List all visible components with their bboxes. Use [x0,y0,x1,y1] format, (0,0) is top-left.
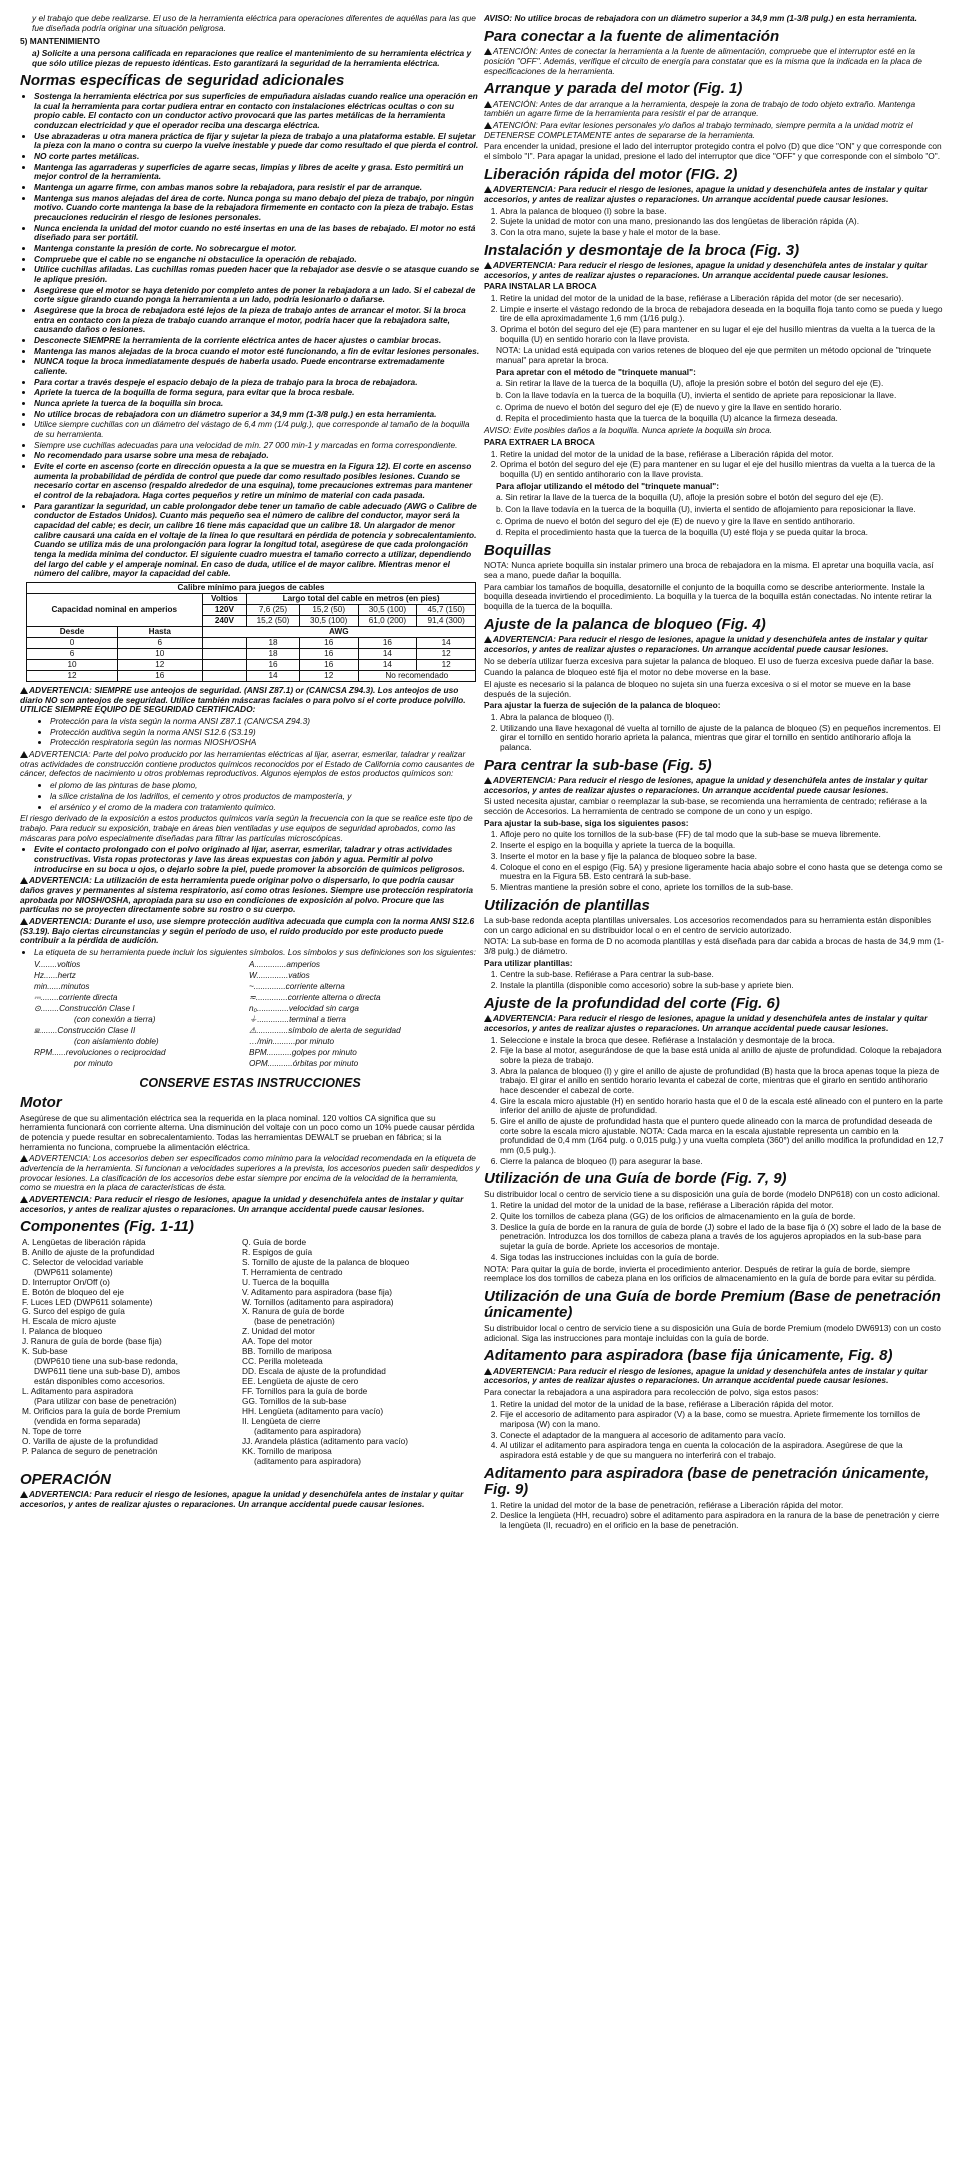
warning-palanca: ADVERTENCIA: Para reducir el riesgo de lesiones, apague la unidad y desenchúfela antes de instalar y quitar accesorios, y antes de realizar ajustes o reparaciones. Un arranque accidental puede causar lesiones. [484,634,928,654]
aspiradora-fija-text: Para conectar la rebajadora a una aspiradora para recolección de polvo, siga estos pasos: [484,1387,819,1398]
conectar-text: ATENCIÓN: Antes de conectar la herramienta a la fuente de alimentación, compruebe que el interruptor esté en la posición "OFF". Además, verifique el circuito de energía para constatar que es la misma que la indicada en la placa de especificaciones de la herramienta. [484,46,922,76]
warning-icon [20,1155,28,1162]
list-item: I. Palanca de bloqueo [22,1326,103,1337]
risk-paragraph: El riesgo derivado de la exposición a estos productos químicos varía según la frecuencia con la que se realice este tipo de trabajo. Para reducir su exposición, trabaje en áreas bien ventiladas y use equipos de seguridad aprobados, como las máscaras para polvo especialmente diseñadas para filtrar las partículas microscópicas. [20,813,473,843]
profundidad-steps [484,1036,944,1167]
table-cell: 15,2 (50) [299,605,358,616]
warning-icon [20,918,28,925]
extraer-steps [484,450,944,480]
list-item: • La etiqueta de su herramienta puede incluir los siguientes símbolos. Los símbolos y sus definiciones son los siguientes: [34,948,480,958]
list-item: • Utilice cuchillas afiladas. Las cuchillas romas pueden hacer que la rebajador ase desvíe o se atasque cuando se le aplique presión. [34,265,480,284]
symbol-row: ⏚..............terminal a tierra [249,1014,346,1024]
list-item: 5. Gire el anillo de ajuste de profundidad hasta que el puntero quede alineado con la marca de profundidad deseada de corte sobre la escala micro ajustable. NOTA: Cada marca en la escala ajustable representa un cambio en la profundidad de 0,4 mm (1/64 pulg. o 0,015 pulg.) y una vuelta completa (360°) del anillo modifica la profundidad en 12,7 mm (0,5 pulg.). [500,1117,944,1156]
boquillas-text-1: NOTA: Nunca apriete boquilla sin instalar primero una broca de rebajadora en la misma. El apretar una boquilla vacía, así sea a mano, puede dañar la boquilla. [484,560,934,581]
list-item: a. Sin retirar la llave de la tuerca de la boquilla (U), afloje la presión sobre el botón del seguro del eje (E). [496,378,884,389]
section-normas-title: Normas específicas de seguridad adicionales [20,72,345,90]
list-item: G. Surco del espigo de guía [22,1306,125,1317]
operation-title: OPERACIÓN [20,1470,111,1488]
table-cell: 10 [118,649,203,660]
centrar-steps [484,830,944,892]
list-item: a. Sin retirar la llave de la tuerca de la boquilla (U), afloje la presión sobre el botón del seguro del eje (E). [496,492,884,503]
warning-icon [484,48,492,55]
list-item: U. Tuerca de la boquilla [242,1276,330,1287]
trinquete-heading: Para apretar con el método de "trinquete manual": [496,366,696,377]
symbol-row: ⚠..............símbolo de alerta de seguridad [249,1025,401,1035]
list-item: 6. Cierre la palanca de bloqueo (I) para asegurar la base. [500,1157,944,1167]
list-item: (vendida en forma separada) [34,1415,141,1426]
list-item: M. Orificios para la guía de borde Premium [22,1406,181,1416]
table-header-to: Hasta [118,627,203,638]
list-item: KK. Tornillo de mariposa [242,1445,332,1456]
table-header-volts: Voltios [202,594,247,605]
table-cell: 16 [299,638,358,649]
table-row [27,660,476,671]
arranque-atencion-2: ATENCIÓN: Para evitar lesiones personales y/o daños al trabajo terminado, siempre permita a la unidad motriz el DETENERSE COMPLETAMENTE antes de separarse de la herramienta. [484,120,913,140]
aspiradora-penetracion-steps [484,1501,944,1531]
warning-icon [484,101,492,108]
table-cell: 45,7 (150) [417,605,476,616]
warning-icon [484,186,492,193]
symbol-row: (con aislamiento doble) [74,1036,159,1046]
list-item: 1. Retire la unidad del motor de la unidad de la base, refiérase a Liberación rápida del motor. [500,1201,944,1211]
centrar-heading: Para ajustar la sub-base, siga los siguientes pasos: [484,817,689,828]
list-item: 2. Fije el accesorio de aditamento para aspirador (V) a la base, como se muestra. Apriete firmemente los tornillos de mariposa (W) con la mano. [500,1410,944,1429]
list-item: 3. Inserte el motor en la base y fije la palanca de bloqueo sobre la base. [500,852,944,862]
list-item: R. Espigos de guía [242,1246,313,1257]
list-item: c. Oprima de nuevo el botón del seguro del eje (E) de nuevo y gire la llave en sentido horario. [496,401,842,412]
list-item: S. Tornillo de ajuste de la palanca de bloqueo [242,1256,410,1267]
list-item: • Siempre use cuchillas adecuadas para una velocidad de mín. 27 000 min-1 y marcadas en forma correspondiente. [34,441,480,451]
list-item: • Evite el corte en ascenso (corte en dirección opuesta a la que se muestra en la Figura 12). El corte en ascenso aumenta la probabilidad de pérdida de control que puede dar como resultado posibles lesiones. Cuando se necesario cortar en ascenso (respaldo alrededor de una esquina), tome precauciones extremas para mantener el control de la rebajadora. Haga cortes pequeños y retire un mínimo de material con cada pasada. [34,462,480,501]
plantillas-nota: NOTA: La sub-base en forma de D no acomoda plantillas y está diseñada para dar cabida a brocas de hasta de 34,9 mm (1-3/8 pulg.) de diámetro. [484,936,944,957]
list-item: • Mantenga las agarraderas y superficies de agarre secas, limpias y libres de aceite y grasa. Esto permitirá un mejor control de la herramienta. [34,163,480,182]
list-item: • Mantenga un agarre firme, con ambas manos sobre la rebajadora, para resistir el par de arranque. [34,183,480,193]
warning-operation: ADVERTENCIA: Para reducir el riesgo de lesiones, apague la unidad y desenchúfela antes de instalar y quitar accesorios, y antes de realizar ajustes o reparaciones. Un arranque accidental puede causar lesiones. [20,1489,464,1509]
list-item: • Mantenga las manos alejadas de la broca cuando el motor esté funcionando, a fin de evitar lesiones personales. [34,347,480,357]
list-item: FF. Tornillos para la guía de borde [242,1386,368,1397]
table-cell: 30,5 (100) [299,616,358,627]
warning-accesorios: ADVERTENCIA: Los accesorios deben ser especificados como mínimo para la velocidad recomendada en la etiqueta de advertencia de la herramienta. Si funcionan a velocidades superiores a la prevista, los accesorios pueden salir despedidos y provocar lesiones. La clasificación de los accesorios debe estar siempre por encima de la velocidad de la herramienta, como se muestra en la placa de características de ésta. [20,1153,480,1193]
table-cell: 16 [358,638,417,649]
liberacion-title: Liberación rápida del motor (FIG. 2) [484,165,738,183]
instalacion-title: Instalación y desmontaje de la broca (Fig. 3) [484,241,800,259]
guia-title: Utilización de una Guía de borde (Fig. 7, 9) [484,1170,787,1188]
table-cell: 14 [247,671,300,682]
list-item: • Asegúrese que la broca de rebajadora esté lejos de la pieza de trabajo antes de arrancar el motor. Si la broca entra en contacto con la pieza de trabajo cuando arranque el motor, podría hacer que la rebajadora salte, causando daños o lesiones. [34,306,480,335]
list-item: • No recomendado para usarse sobre una mesa de rebajado. [34,451,480,461]
warning-icon [20,877,28,884]
list-item: 1. Retire la unidad del motor de la unidad de la base, refiérase a Liberación rápida del motor (de ser necesario). [500,294,944,304]
warning-icon [484,122,492,129]
warning-icon [484,777,492,784]
ajuste-palanca-steps [484,713,944,753]
intro-tail: y el trabajo que debe realizarse. El uso de la herramienta eléctrica para operaciones diferentes de aquéllas para las que fue diseñada podría originar una situación peligrosa. [32,13,476,33]
table-cell: 12 [417,649,476,660]
table-cell: 15,2 (50) [247,616,300,627]
components-right [242,1238,462,1467]
instalar-steps [484,294,944,344]
table-cell: 12 [417,660,476,671]
list-item: (base de penetración) [254,1316,335,1327]
warning-auditiva: ADVERTENCIA: Durante el uso, use siempre protección auditiva adecuada que cumpla con la norma ANSI S12.6 (S3.19). Bajo ciertas circunstancias y según el período de uso, el ruido producido por este producto puede contribuir a la pérdida de audición. [20,915,475,946]
list-item: • Apriete la tuerca de la boquilla de forma segura, para evitar que la broca resbale. [34,388,480,398]
symbol-row: min......minutos [34,981,90,991]
list-item: GG. Tornillos de la sub-base [242,1396,347,1407]
list-item: 2. Utilizando una llave hexagonal dé vuelta al tornillo de ajuste de la palanca de bloqueo (S) en pequeños incrementos. El girar el tornillo en sentido horario aprieta la palanca, mientras que girar el tornillo en sentido antihorario afloja la palanca. [500,724,944,753]
list-item: W. Tornillos (aditamento para aspiradora) [242,1296,394,1307]
symbol-row: (con conexión a tierra) [74,1014,156,1024]
maintenance-a: a) Solicite a una persona calificada en reparaciones que realice el mantenimiento de su herramienta eléctrica y que sólo utilice piezas de repuesto idénticas. Esto garantizará la seguridad de la herramienta eléctrica. [32,48,472,68]
plantillas-steps [484,970,944,990]
aflojar-heading: Para aflojar utilizando el método del "trinquete manual": [496,480,720,491]
list-item: 2. Sujete la unidad de motor con una mano, presionando las dos lengüetas de liberación rápida (A). [500,217,944,227]
list-item: b. Con la llave todavía en la tuerca de la boquilla (U), invierta el sentido de aflojamiento para reposicionar la llave. [496,503,916,514]
list-item: • Nunca apriete la tuerca de la boquilla sin broca. [34,399,480,409]
list-item: d. Repita el procedimiento hasta que la tuerca de la boquilla (U) esté floja y se pueda quitar la broca. [496,527,868,538]
symbol-row: ⧈........Construcción Clase II [34,1025,136,1035]
table-cell: 14 [358,660,417,671]
symbol-row: BPM...........golpes por minuto [249,1047,357,1057]
arranque-atencion-1: ATENCIÓN: Antes de dar arranque a la herramienta, despeje la zona de trabajo de todo objeto extraño. Mantenga también un agarre firme de la herramienta para resistir el par de arranque. [484,98,916,119]
plantillas-heading: Para utilizar plantillas: [484,957,573,968]
list-item: DWP611 tiene una sub-base D), ambos [34,1366,181,1377]
instalar-heading: PARA INSTALAR LA BROCA [484,281,597,292]
warning-motor: ADVERTENCIA: Para reducir el riesgo de lesiones, apague la unidad y desenchúfela antes de instalar y quitar accesorios, y antes de realizar ajustes o reparaciones. Un arranque accidental puede causar lesiones. [20,1193,464,1214]
list-item: AA. Tope del motor [242,1336,313,1347]
ajuste-palanca-title: Ajuste de la palanca de bloqueo (Fig. 4) [484,615,766,633]
symbol-row: V........voltios [34,959,81,969]
list-item: 4. Gire la escala micro ajustable (H) en sentido horario hasta que el 0 de la escala esté alineado con el puntero en la parte inferior del anillo de ajuste de profundidad. [500,1097,944,1116]
chemicals-list [20,781,480,812]
right-column [484,14,944,1533]
table-cell: 7,6 (25) [247,605,300,616]
list-item: B. Anillo de ajuste de la profundidad [22,1246,155,1257]
warning-polvo: ADVERTENCIA: Parte del polvo producido por las herramientas eléctricas al lijar, aserrar, esmerilar, taladrar y realizar otras actividades de construcción contiene productos químicos reconocidos por el Estado de California como causantes de cáncer, defectos de nacimiento u otros problemas reproductivos. Algunos ejemplos de estos productos químicos son: [20,749,475,779]
list-item: • el plomo de las pinturas de base plomo, [50,781,480,791]
table-cell: 12 [299,671,358,682]
list-item: 3. Con la otra mano, sujete la base y hale el motor de la base. [500,228,944,238]
list-item: 4. Coloque el cono en el espigo (Fig. 5A) y presione ligeramente hacia abajo sobre el cono hasta que se detenga como se muestra en la Figura 5B. Esto centrará la sub-base. [500,863,944,882]
list-item: 2. Limpie e inserte el vástago redondo de la broca de rebajadora deseada en la boquilla floja tanto como se pueda y luego tire de ella aproximadamente 1,6 mm (1/16 pulg.). [500,305,944,324]
aspiradora-fija-title: Aditamento para aspiradora (base fija únicamente, Fig. 8) [484,1347,893,1365]
list-item: están disponibles como accesorios. [34,1376,165,1387]
guia-steps [484,1201,944,1262]
warning-profundidad: ADVERTENCIA: Para reducir el riesgo de lesiones, apague la unidad y desenchúfela antes de instalar y quitar accesorios, y antes de realizar ajustes o reparaciones. Un arranque accidental puede causar lesiones. [484,1013,928,1033]
list-item: • Asegúrese que el motor se haya detenido por completo antes de poner la rebajadora a un lado. Si el cabezal de corte sigue girando cuando ponga la herramienta a un lado, podría lesionarlo o dañarse. [34,286,480,305]
liberacion-steps [484,207,944,238]
list-item: JJ. Arandela plástica (aditamento para vacío) [242,1435,409,1446]
list-item: Q. Guía de borde [242,1236,307,1247]
table-row [27,638,476,649]
list-item: • Protección auditiva según la norma ANSI S12.6 (S3.19) [50,728,480,738]
list-item: • No utilice brocas de rebajadora con un diámetro superior a 34,9 mm (1-3/8 pulg.) en esta herramienta. [34,410,480,420]
warning-icon [20,751,28,758]
list-item: • Desconecte SIEMPRE la herramienta de la corriente eléctrica antes de hacer ajustes o cambiar brocas. [34,336,480,346]
list-item: DD. Escala de ajuste de la profundidad [242,1366,386,1377]
symbol-row: n₀..............velocidad sin carga [249,1003,359,1013]
list-item: F. Luces LED (DWP611 solamente) [22,1296,153,1307]
list-item: 3. Deslice la guía de borde en la ranura de guía de borde (J) sobre el lado de la base fija ó (X) sobre el lado de la base de penetración. Introduzca los dos tornillos de cabeza plana a través de los agujeros apropiados en la sub-base para sujetar la guía de borde. Apriete los accesorios de montaje. [500,1223,944,1252]
symbol-row: OPM...........órbitas por minuto [249,1058,359,1068]
conserve-heading: CONSERVE ESTAS INSTRUCCIONES [139,1075,361,1090]
table-row [27,649,476,660]
list-item: 4. Siga todas las instrucciones incluidas con la guía de borde. [500,1253,944,1263]
symbol-row: Hz......hertz [34,970,76,980]
list-item: 1. Centre la sub-base. Refiérase a Para centrar la sub-base. [500,970,944,980]
boquillas-text-2: Para cambiar los tamaños de boquilla, desatornille el conjunto de la boquilla como se describe anteriormente. Instale la boquilla deseada invirtiendo el procedimiento. La boquilla y la tuerca de la boquilla están conectadas. No intente retirar la boquilla de la tuerca de la boquilla. [484,581,932,612]
list-item: D. Interruptor On/Off (o) [22,1276,110,1287]
list-item: 1. Retire la unidad del motor de la unidad de la base, refiérase a Liberación rápida del motor. [500,1400,944,1410]
list-item: • el arsénico y el cromo de la madera con tratamiento químico. [50,803,480,813]
symbol-row: ≂..............corriente alterna o directa [249,992,381,1002]
list-item: • Evite el contacto prolongado con el polvo originado al lijar, aserrar, esmerilar, taladrar y otras actividades constructivas. Vista ropas protectoras y lave las áreas expuestas con jabón y agua. Permitir al polvo introducirse en su boca u ojos, o dejarlo sobre la piel, puede promover la absorción de químicos peligrosos. [34,845,480,874]
list-item: • Compruebe que el cable no se enganche ni obstaculice la operación de rebajado. [34,255,480,265]
extraer-heading: PARA EXTRAER LA BROCA [484,436,595,447]
table-cell: 12 [27,671,118,682]
list-item: b. Con la llave todavía en la tuerca de la boquilla (U), invierta el sentido de apriete para reposicionar la llave. [496,390,897,401]
motor-title: Motor [20,1094,62,1112]
list-item: HH. Lengüeta (aditamento para vacío) [242,1406,384,1416]
centrar-text: Si usted necesita ajustar, cambiar o reemplazar la sub-base, se recomienda una herramienta de centrado; refiérase a la sección de Accesorios. La herramienta de centrado se compone de un cono y un espigo. [484,796,927,817]
list-item: N. Tope de torre [22,1425,82,1436]
warning-instalacion: ADVERTENCIA: Para reducir el riesgo de lesiones, apague la unidad y desenchúfela antes de instalar y quitar accesorios, y antes de realizar ajustes o reparaciones. Un arranque accidental puede causar lesiones. [484,260,928,280]
list-item: c. Oprima de nuevo el botón del seguro del eje (E) de nuevo y gire la llave en sentido antihorario. [496,515,855,526]
guia-text: Su distribuidor local o centro de servicio tiene a su disposición una guía de borde (modelo DNP618) con un costo adicional. [484,1188,940,1199]
table-cell: 91,4 (300) [417,616,476,627]
list-item: • Sostenga la herramienta eléctrica por sus superficies de empuñadura aisladas cuando realice una operación en la cual la herramienta para cortar pudiera entrar en contacto con instalaciones eléctricas ocultas o con su propio cable. El contacto con un conductor activo provocará que las partes metálicas de la herramienta conduzcan electricidad y que el operador reciba una descarga eléctrica. [34,92,480,131]
table-volt-120: 120V [202,605,247,616]
centrar-title: Para centrar la sub-base (Fig. 5) [484,756,712,774]
conectar-title: Para conectar a la fuente de alimentación [484,27,780,45]
list-item: 2. Quite los tornillos de cabeza plana (GG) de los orificios de almacenamiento en la guía de borde. [500,1212,944,1222]
protection-list [20,717,480,748]
premium-title: Utilización de una Guía de borde Premium (Base de penetración únicamente) [484,1287,941,1322]
table-cell: 18 [247,638,300,649]
symbol-row: …/min..........por minuto [249,1036,335,1046]
list-item: H. Escala de micro ajuste [22,1316,117,1327]
list-item: T. Herramienta de centrado [242,1266,343,1277]
list-item: CC. Perilla moleteada [242,1356,323,1367]
table-cell: 14 [417,638,476,649]
list-item: 1. Retire la unidad del motor de la unidad de la base, refiérase a Liberación rápida del motor. [500,450,944,460]
list-item: K. Sub-base [22,1346,68,1357]
list-item: V. Aditamento para aspiradora (base fija) [242,1286,393,1297]
arranque-title: Arranque y parada del motor (Fig. 1) [484,80,743,98]
aviso-brocas: AVISO: No utilice brocas de rebajadora con un diámetro superior a 34,9 mm (1-3/8 pulg.) en esta herramienta. [484,13,917,23]
label-list [20,948,480,958]
warning-icon [484,1015,492,1022]
contact-list [20,845,480,874]
list-item: BB. Tornillo de mariposa [242,1346,332,1357]
list-item: 1. Afloje pero no quite los tornillos de la sub-base (FF) de tal modo que la sub-base se mueva libremente. [500,830,944,840]
warning-icon [484,262,492,269]
table-header-length: Largo total del cable en metros (en pies) [247,594,476,605]
list-item: A. Lengüetas de liberación rápida [22,1236,146,1247]
components-title: Componentes (Fig. 1-11) [20,1218,194,1236]
list-item: P. Palanca de seguro de penetración [22,1445,158,1456]
table-header-capacity: Capacidad nominal en amperios [27,594,203,627]
components-grid [22,1238,480,1467]
warning-anteojos: ADVERTENCIA: SIEMPRE use anteojos de seguridad. (ANSI Z87.1) or (CAN/CSA Z94.3). Los anteojos de uso diario NO son anteojos de seguridad. Utilice también máscaras faciales o para polvo si el corte produce polvillo. UTILICE SIEMPRE EQUIPO DE SEGURIDAD CERTIFICADO: [20,685,466,715]
list-item: (aditamento para aspiradora) [254,1425,361,1436]
table-cell: 16 [118,671,203,682]
list-item: J. Ranura de guía de borde (base fija) [22,1336,162,1347]
list-item: 2. Fije la base al motor, asegurándose de que la base está unida al anillo de ajuste de profundidad. Coloque la rebajadora sobre la pieza de trabajo. [500,1046,944,1065]
table-cell: 18 [247,649,300,660]
symbols-grid [34,960,480,1070]
symbol-row: W..............vatios [249,970,310,980]
list-item: (aditamento para aspiradora) [254,1455,361,1466]
instalar-nota: NOTA: La unidad está equipada con varios retenes de bloqueo del eje que permiten un método opcional de "trinquete manual" para apretar la broca. [496,345,932,366]
list-item: • Mantenga constante la presión de corte. No sobrecargue el motor. [34,244,480,254]
list-item: 3. Oprima el botón del seguro del eje (E) para mantener en su lugar el eje del husillo mientras da vuelta a la tuerca de la boquilla (U) en sentido horario con la llave provista. [500,325,944,344]
list-item: • Utilice siempre cuchillas con un diámetro del vástago de 6,4 mm (1/4 pulg.), que corresponde al tamaño de la boquilla de su herramienta. [34,420,480,439]
list-item: • NO corte partes metálicas. [34,152,480,162]
normas-list [20,92,480,579]
warning-liberacion: ADVERTENCIA: Para reducir el riesgo de lesiones, apague la unidad y desenchúfela antes de instalar y quitar accesorios, y antes de realizar ajustes o reparaciones. Un arranque accidental puede causar lesiones. [484,184,928,204]
list-item: 5. Mientras mantiene la presión sobre el cono, apriete los tornillos de la sub-base. [500,883,944,893]
table-row [27,671,476,682]
symbol-row: A..............amperios [249,959,321,969]
table-header-awg: AWG [202,627,475,638]
list-item: E. Botón de bloqueo del eje [22,1286,124,1297]
boquillas-title: Boquillas [484,541,552,559]
table-cell: 10 [27,660,118,671]
table-cell: 16 [247,660,300,671]
symbol-row: ⎓........corriente directa [34,992,118,1002]
warning-centrar: ADVERTENCIA: Para reducir el riesgo de lesiones, apague la unidad y desenchúfela antes de instalar y quitar accesorios, y antes de realizar ajustes o reparaciones. Un arranque accidental puede causar lesiones. [484,775,928,795]
list-item: • la sílice cristalina de los ladrillos, el cemento y otros productos de mampostería, y [50,792,480,802]
guia-nota: NOTA: Para quitar la guía de borde, invierta el procedimiento anterior. Después de retirar la guía de borde, siempre reemplace los dos tornillos de cabeza plana en los orificios de almacenamiento en la guía de borde para evitar su pérdida. [484,1263,937,1284]
warning-icon [20,1196,28,1203]
list-item: • Protección respiratoria según las normas NIOSH/OSHA [50,738,480,748]
list-item: O. Varilla de ajuste de la profundidad [22,1435,158,1446]
warning-utilizacion: ADVERTENCIA: La utilización de esta herramienta puede originar polvo o dispersarlo, lo que podría causar daños graves y permanentes al sistema respiratorio, así como otras lesiones. Siempre use protección respiratoria aprobada por NIOSH/OSHA, apropiada para su uso en condiciones de exposición al polvo. Procure que las partículas no se proyecten directamente sobre su rostro o su cuerpo. [20,875,474,915]
warning-aspiradora-fija: ADVERTENCIA: Para reducir el riesgo de lesiones, apague la unidad y desenchúfela antes de instalar y quitar accesorios, y antes de realizar ajustes o reparaciones. Un arranque accidental puede causar lesiones. [484,1365,928,1386]
symbol-row: por minuto [74,1058,113,1068]
list-item: 1. Seleccione e instale la broca que desee. Refiérase a Instalación y desmontaje de la broca. [500,1036,944,1046]
warning-icon [484,636,492,643]
list-item: • Para cortar a través despeje el espacio debajo de la pieza de trabajo para la broca de rebajadora. [34,378,480,388]
list-item: 1. Retire la unidad del motor de la base de penetración, refiérase a Liberación rápida del motor. [500,1501,944,1511]
table-cell: 61,0 (200) [358,616,417,627]
motor-text: Asegúrese de que su alimentación eléctrica sea la requerida en la placa nominal. 120 voltios CA significa que su herramienta funcionará con corriente alterna. Una disminución del voltaje con un poco como un 10% puede causar pérdida de potencia y puede resultar en sobrecalentamiento. Todas las herramientas DEWALT se prueban en fábrica; si la herramienta no funciona, compruebe la alimentación eléctrica. [20,1112,475,1152]
list-item: • Mantenga sus manos alejadas del área de corte. Nunca ponga su mano debajo del pieza de trabajo, por ningún motivo. Cuando corte mantenga la base de la rebajadora firmemente en contacto con la pieza de trabajo. Estas precauciones reducirán el riesgo de lesiones personales. [34,194,480,223]
table-volt-240: 240V [202,616,247,627]
plantillas-text: La sub-base redonda acepta plantillas universales. Los accesorios recomendados para su herramienta están disponibles con un cargo adicional en su distribuidor local o en el centro de servicio autorizado. [484,915,932,935]
list-item: 2. Deslice la lengüeta (HH, recuadro) sobre el aditamento para aspiradora en la ranura de la base de penetración y cierre la lengüeta (II, recuadro) en el orificio en la base de penetración. [500,1511,944,1530]
table-cell: 14 [358,649,417,660]
table-cell: 12 [118,660,203,671]
plantillas-title: Utilización de plantillas [484,896,650,914]
ajuste-palanca-text-2: Cuando la palanca de bloqueo esté fija el motor no debe moverse en la base. [484,667,771,678]
list-item: 1. Abra la palanca de bloqueo (I). [500,713,944,723]
warning-icon [20,687,28,694]
list-item: (DWP611 solamente) [34,1266,113,1277]
ajuste-palanca-text-1: No se debería utilizar fuerza excesiva para sujetar la palanca de bloqueo. El uso de fuerza excesiva puede dañar la base. [484,655,934,666]
table-cell: 6 [27,649,118,660]
table-header-from: Desde [27,627,118,638]
symbol-row: ⊙........Construcción Clase I [34,1003,135,1013]
list-item: • Use abrazaderas u otra manera práctica de fijar y sujetar la pieza de trabajo a una plataforma estable. El sujetar la pieza con la mano o contra su cuerpo la vuelve inestable y puede dar como resultado el que pierda el control. [34,132,480,151]
list-item: (DWP610 tiene una sub-base redonda, [34,1356,178,1367]
aviso-broca: AVISO: Evite posibles daños a la boquilla. Nunca apriete la boquilla sin broca. [484,425,773,436]
aspiradora-fija-steps [484,1400,944,1461]
list-item: d. Repita el procedimiento hasta que la tuerca de la boquilla (U) alcance la firmeza deseada. [496,413,838,424]
list-item: L. Aditamento para aspiradora [22,1386,134,1397]
components-left [22,1238,242,1467]
profundidad-title: Ajuste de la profundidad del corte (Fig. 6) [484,994,780,1012]
list-item: • Nunca encienda la unidad del motor cuando no esté insertas en una de las bases de rebajado. El motor no está diseñado para ser portátil. [34,224,480,243]
list-item: 2. Instale la plantilla (disponible como accesorio) sobre la sub-base y apriete bien. [500,981,944,991]
ajuste-palanca-text-3: El ajuste es necesario si la palanca de bloqueo no sujeta sin una fuerza excesiva o si el motor se mueve en la base después de la sujeción. [484,678,911,699]
list-item: 1. Abra la palanca de bloqueo (I) sobre la base. [500,207,944,217]
list-item: (Para utilizar con base de penetración) [34,1396,177,1407]
aspiradora-penetracion-title: Aditamento para aspiradora (base de penetración únicamente, Fig. 9) [484,1464,930,1499]
table-cell: 16 [299,660,358,671]
list-item: • Protección para la vista según la norma ANSI Z87.1 (CAN/CSA Z94.3) [50,717,480,727]
table-cell: 0 [27,638,118,649]
table-cell: 30,5 (100) [358,605,417,616]
symbol-row: RPM......revoluciones o reciprocidad [34,1047,166,1057]
list-item: • Para garantizar la seguridad, un cable prolongador debe tener un tamaño de cable adecuado (AWG o Calibre de conductor de Estados Unidos). Cuanto más pequeño sea el número de calibre del conductor, mayor será la capacidad del cable; es decir, un calibre 16 tiene más capacidad que un calibre 18. Un alargador de menor calibre causará una caída en el voltaje de la línea lo que resultará en pérdida de potencia y sobrecalentamiento. Cuando se utiliza más de una prolongación para lograr la longitud total, asegúrese de que cada prolongación tenga la medida mínima del conductor. El siguiente cuadro muestra el tamaño correcto a utilizar, dependiendo del largo del cable y el amperaje nominal. En caso de duda, utilice el de mayor calibre. Mientras menor el número del calibre, mayor la capacidad del cable. [34,502,480,579]
table-title: Calibre mínimo para juegos de cables [27,583,476,594]
arranque-text: Para encender la unidad, presione el lado del interruptor protegido contra el polvo (D) que dice "ON" y que corresponde con el símbolo "I". Para apagar la unidad, presione el lado del interruptor que dice "OFF" y que corresponde con el símbolo "O". [484,141,942,162]
left-column [20,14,480,1512]
table-cell: No recomendado [358,671,475,682]
symbol-row: ~..............corriente alterna [249,981,345,991]
list-item: 3. Conecte el adaptador de la manguera al accesorio de aditamento para vacío. [500,1431,944,1441]
warning-icon [20,1491,28,1498]
list-item: Z. Unidad del motor [242,1326,315,1337]
premium-text: Su distribuidor local o centro de servicio tiene a su disposición una Guía de borde Premium (modelo DW6913) con un costo adicional. Siga las instrucciones para montaje incluidas con la guía de borde. [484,1322,941,1343]
ajuste-palanca-heading: Para ajustar la fuerza de sujeción de la palanca de bloqueo: [484,700,721,711]
table-cell: 16 [299,649,358,660]
list-item: X. Ranura de guía de borde [242,1306,345,1317]
cable-gauge-table [26,582,476,682]
list-item: II. Lengüeta de cierre [242,1415,321,1426]
list-item: 2. Inserte el espigo en la boquilla y apriete la tuerca de la boquilla. [500,841,944,851]
maintenance-title: 5) MANTENIMIENTO [20,36,101,47]
list-item: C. Selector de velocidad variable [22,1256,144,1267]
list-item: 2. Oprima el botón del seguro del eje (E) para mantener en su lugar el eje del husillo mientras da vuelta a la tuerca de la boquilla (U) en sentido antihorario con la llave provista. [500,460,944,479]
table-cell: 6 [118,638,203,649]
list-item: 4. Al utilizar el aditamento para aspiradora tenga en cuenta la colocación de la aspiradora. Asegúrese de que la aspiradora está estable y de que su manguera no interferirá con el trabajo. [500,1441,944,1460]
list-item: EE. Lengüeta de ajuste de cero [242,1376,359,1387]
warning-icon [484,1368,492,1375]
list-item: 3. Abra la palanca de bloqueo (I) y gire el anillo de ajuste de profundidad (B) hasta que la broca apenas toque la pieza de trabajo. El girar el anillo en sentido horario levanta el cabezal de corte, mientras que el girarlo en sentido antihorario hace descender el cabezal de corte. [500,1067,944,1096]
list-item: • NUNCA toque la broca inmediatamente después de haberla usado. Puede encontrarse extremadamente caliente. [34,357,480,376]
